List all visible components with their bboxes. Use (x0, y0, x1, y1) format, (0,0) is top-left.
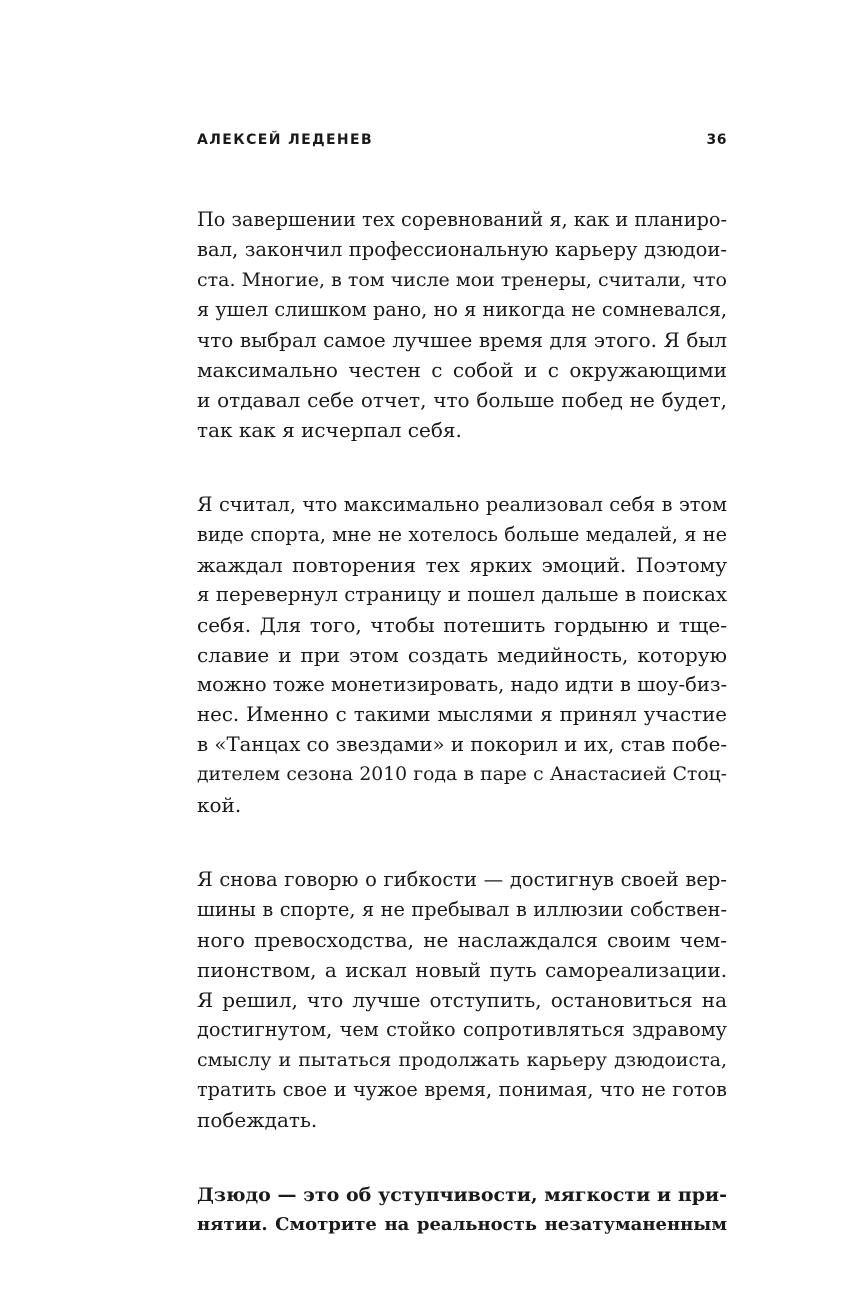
paragraph-4-bold (197, 1180, 727, 1240)
text-line: вал, закончил профессиональную карьеру дзюдои- (197, 238, 727, 261)
text-line: достигнутом, чем стойко сопротивляться здравому (197, 1018, 727, 1041)
text-line: жаждал повторения тех ярких эмоций. Поэтому (197, 553, 727, 577)
text-line: и отдавал себе отчет, что больше побед не будет, (197, 388, 727, 412)
page-number: 36 (706, 132, 727, 148)
text-line: ного превосходства, не наслаждался своим чем- (197, 928, 727, 952)
text-line: Я считал, что максимально реализовал себя в этом (197, 493, 727, 516)
text-line: пионством, а искал новый путь самореализации. (197, 958, 727, 982)
text-line: Дзюдо — это об уступчивости, мягкости и при- (197, 1184, 727, 1206)
text-line: дителем сезона 2010 года в паре с Анастасией Стоц- (197, 764, 727, 785)
text-line: так как я исчерпал себя. (197, 418, 462, 442)
text-line: я ушел слишком рано, но я никогда не сомневался, (197, 298, 727, 321)
paragraph-3 (197, 865, 727, 1135)
text-line: тратить свое и чужое время, понимая, что не готов (197, 1078, 727, 1101)
paragraph-1 (197, 205, 727, 445)
text-line: виде спорта, мне не хотелось больше медалей, я не (197, 523, 727, 546)
text-line: я перевернул страницу и пошел дальше в поисках (197, 583, 727, 606)
text-line: смыслу и пытаться продолжать карьеру дзюдоиста, (197, 1049, 727, 1071)
running-head (197, 132, 727, 154)
text-line: шины в спорте, я не пребывал в иллюзии собствен- (197, 898, 727, 921)
text-line: можно тоже монетизировать, надо идти в шоу-биз- (197, 673, 728, 696)
paragraph-2 (197, 490, 727, 820)
author-name: АЛЕКСЕЙ ЛЕДЕНЕВ (197, 132, 374, 148)
text-line: По завершении тех соревнований я, как и планиро- (197, 208, 727, 231)
text-line: славие и при этом создать медийность, которую (197, 643, 727, 667)
text-line: себя. Для того, чтобы потешить гордыню и тще- (197, 613, 727, 637)
text-line: кой. (197, 793, 242, 817)
text-line: ста. Многие, в том числе мои тренеры, считали, что (197, 269, 727, 291)
text-line: максимально честен с собой и с окружающими (197, 358, 727, 382)
text-line: Я снова говорю о гибкости — достигнув своей вер- (197, 868, 727, 891)
body-text (197, 205, 727, 1285)
text-line: Я решил, что лучше отступить, остановиться на (197, 988, 727, 1012)
text-line: нес. Именно с такими мыслями я принял участие (197, 703, 727, 726)
text-line: что выбрал самое лучшее время для этого. Я был (197, 328, 727, 352)
text-line: побеждать. (197, 1108, 318, 1132)
text-line: в «Танцах со звездами» и покорил и их, став побе- (197, 733, 728, 756)
text-line: нятии. Смотрите на реальность незатуманенным (197, 1214, 727, 1235)
